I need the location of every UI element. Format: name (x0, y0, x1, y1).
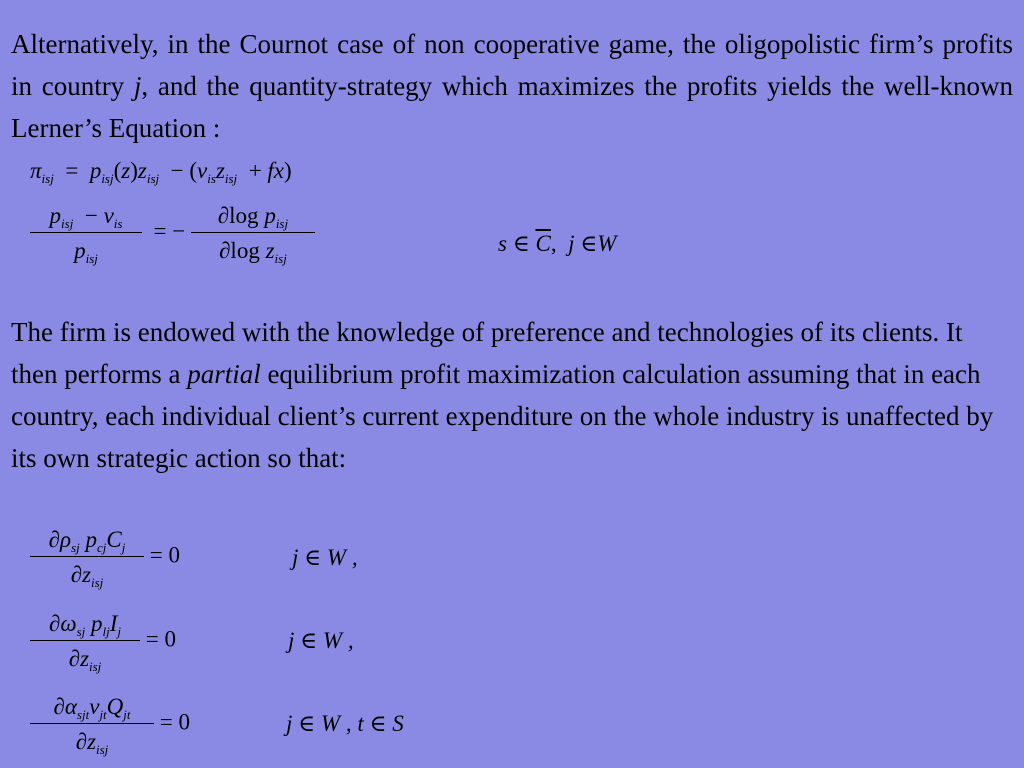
condition-3-rhs: = 0 (159, 709, 190, 735)
condition-equation-2: $\frac{\partial\omega_{sj} p_{lj}I_j}{\partial z_{isj}}$ = 0 (30, 612, 176, 670)
body-partial: partial (187, 359, 261, 389)
intro-text-1: Alternatively, in the Cournot case of non cooperative game, the oligopolistic firm’s profits in country (11, 29, 1013, 101)
lerner-equation: $\frac{p_{isj} - v_{is}}{p_{isj}}$ = − $\frac{\partial\log p_{isj}}{\partial\log z_{isj}}$ (30, 204, 315, 262)
intro-country-j: j (133, 71, 142, 101)
body-text-2: equilibrium profit maximization calculation assuming that in each country, each individual client’s current expenditure on the whole industry is unaffected by its own strategic action so that: (11, 359, 994, 473)
lerner-condition: s ∈ $\overline{C}$, j ∈W (498, 231, 617, 256)
intro-text-2: , and the quantity-strategy which maximizes the profits yields the well-known Lerner’s Equation : (11, 71, 1013, 143)
condition-domain-1: j ∈ W , (292, 545, 358, 570)
intro-paragraph (11, 23, 1013, 149)
condition-domain-2: j ∈ W , (288, 628, 354, 653)
condition-equation-1: $\frac{\partial\rho_{sj} p_{cj}C_j}{\partial z_{isj}}$ = 0 (30, 528, 180, 586)
condition-domain-3: j ∈ W , t ∈ S (286, 711, 404, 736)
condition-equation-3: $\frac{\partial\alpha_{sjt}v_{jt}Q_{jt}}{\partial z_{isj}}$ = 0 (30, 695, 190, 753)
body-text-1: The firm is endowed with the knowledge of preference and technologies of its clients. It then performs a (11, 317, 963, 389)
profit-equation: $\pi_{isj} = p_{isj}(z)z_{isj} - (v_{is}z_{isj} + fx)$ (30, 158, 292, 186)
body-paragraph (11, 311, 1013, 479)
condition-1-rhs: = 0 (149, 542, 180, 568)
condition-2-rhs: = 0 (145, 626, 176, 652)
